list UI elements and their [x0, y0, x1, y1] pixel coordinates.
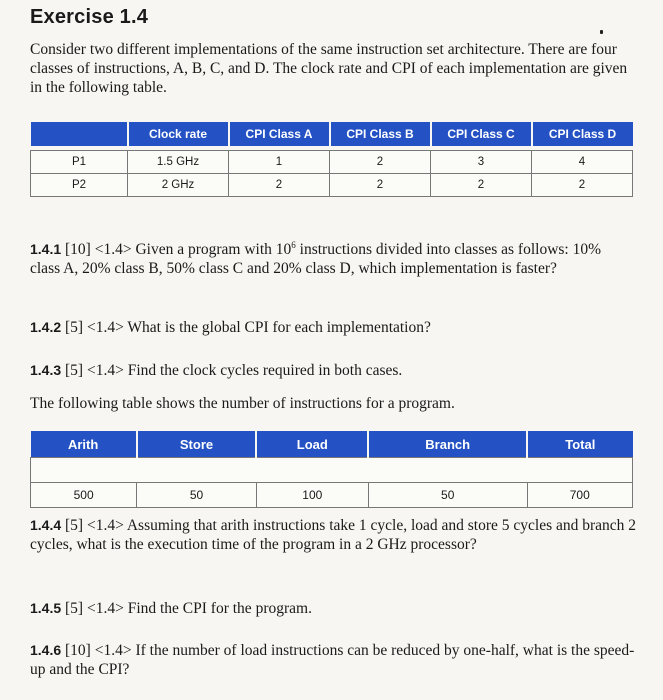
question-number: 1.4.4 — [30, 517, 62, 533]
table-row — [31, 483, 633, 508]
instruction-count-table — [30, 431, 633, 508]
intro-paragraph: Consider two different implementations of the same instruction set architecture. There are four classes of instructions, A, B, C, and D. The clock rate and CPI of each implementation are given in the following table. — [30, 41, 628, 96]
question-1-4-1 — [30, 236, 635, 278]
question-number: 1.4.6 — [30, 642, 62, 658]
question-number: 1.4.2 — [30, 319, 62, 335]
table-header-cell: CPI Class B — [330, 122, 431, 146]
table-header-cell: Clock rate — [128, 122, 229, 146]
question-text: [10] <1.4> If the number of load instructions can be reduced by one-half, what is the speed-up and the CPI? — [30, 642, 635, 678]
instruction-table-caption: The following table shows the number of instructions for a program. — [30, 395, 455, 412]
table-cell: 2 — [330, 151, 431, 174]
question-text: [5] <1.4> Assuming that arith instructions take 1 cycle, load and store 5 cycles and branch 2 cycles, what is the execution time of the program in a 2 GHz processor? — [30, 517, 637, 553]
table-cell: 50 — [137, 483, 256, 508]
exponent: 6 — [291, 240, 296, 250]
question-1-4-3 — [30, 361, 635, 380]
cpi-table — [30, 122, 633, 197]
table-cell: 50 — [368, 483, 527, 508]
table-header-cell: Total — [527, 431, 632, 458]
table-cell: 2 — [532, 174, 633, 197]
table-cell: 2 — [229, 174, 330, 197]
table-header-cell: CPI Class D — [532, 122, 633, 146]
table-cell: 4 — [532, 151, 633, 174]
table-header-cell: CPI Class C — [431, 122, 532, 146]
table-cell: 2 GHz — [128, 174, 229, 197]
question-number: 1.4.3 — [30, 362, 62, 378]
question-1-4-6 — [30, 641, 638, 679]
question-text: [5] <1.4> Find the CPI for the program. — [65, 600, 312, 617]
table-row — [31, 174, 633, 197]
cpi-table-header-row — [31, 122, 633, 146]
question-number: 1.4.5 — [30, 600, 62, 616]
table-cell: 700 — [527, 483, 632, 508]
table-cell: 2 — [330, 174, 431, 197]
table-cell: P2 — [31, 174, 128, 197]
question-text: [5] <1.4> Find the clock cycles required in both cases. — [65, 362, 403, 379]
table-cell: 2 — [431, 174, 532, 197]
table-header-cell: Load — [256, 431, 368, 458]
table-cell: 500 — [31, 483, 137, 508]
table-cell: 3 — [431, 151, 532, 174]
question-1-4-4 — [30, 516, 638, 554]
table-cell: 100 — [256, 483, 368, 508]
exercise-title: Exercise 1.4 — [30, 6, 149, 28]
table-cell: 1.5 GHz — [128, 151, 229, 174]
table-cell: P1 — [31, 151, 128, 174]
table-header-cell: CPI Class A — [229, 122, 330, 146]
table-header-cell: Arith — [31, 431, 137, 458]
table-header-cell: Branch — [368, 431, 527, 458]
question-text: [10] <1.4> Given a program with 10 — [65, 241, 292, 259]
question-number: 1.4.1 — [30, 241, 62, 258]
instruction-table-header-row — [31, 431, 633, 458]
ink-dot — [600, 30, 603, 34]
question-1-4-5 — [30, 599, 635, 618]
table-cell: 1 — [229, 151, 330, 174]
table-row — [31, 151, 633, 174]
question-text: [5] <1.4> What is the global CPI for each implementation? — [65, 319, 431, 336]
table-header-cell — [31, 122, 128, 146]
question-1-4-2 — [30, 318, 635, 337]
table-header-cell: Store — [137, 431, 256, 458]
question-text: instructions divided into classes as follows: 10% class A, 20% class B, 50% class C and 20% class D, which implementation is faster? — [30, 241, 602, 278]
